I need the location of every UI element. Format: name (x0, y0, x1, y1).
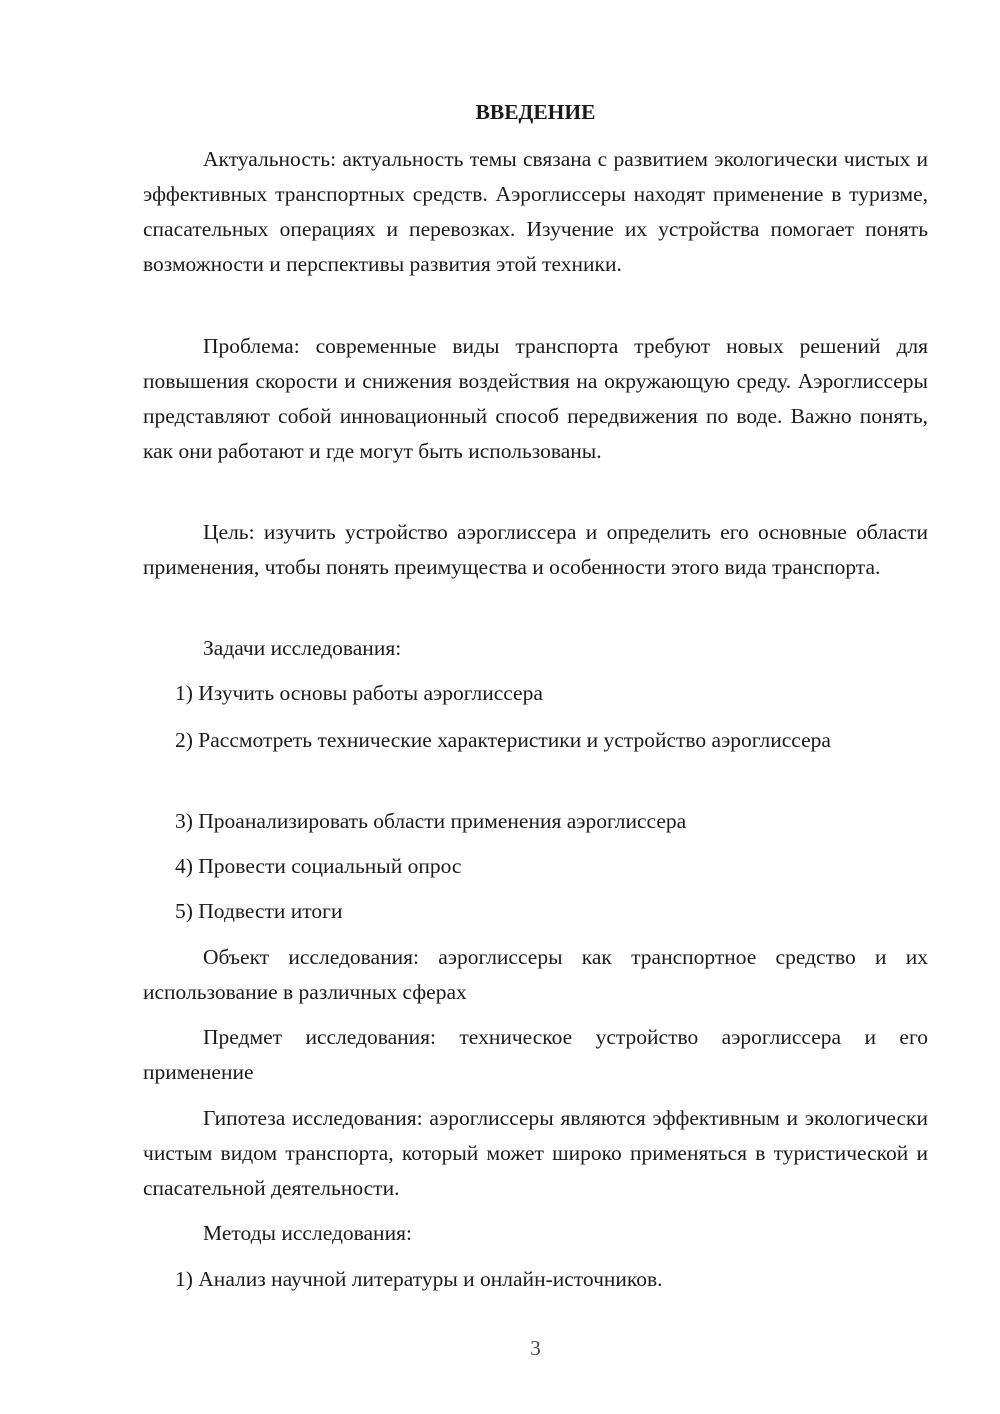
page-number: 3 (530, 1336, 541, 1360)
paragraph-subject: Предмет исследования: техническое устройство аэроглиссера и его применение (143, 1025, 928, 1084)
paragraph-goal: Цель: изучить устройство аэроглиссера и определить его основные области применения, чтобы понять преимущества и особенности этого вида транспорта. (143, 520, 928, 579)
paragraph-object: Объект исследования: аэроглиссеры как транспортное средство и их использование в различных сферах (143, 945, 928, 1004)
page-title: ВВЕДЕНИЕ (475, 100, 596, 124)
task-item-4: 4) Провести социальный опрос (175, 854, 462, 878)
task-item-5: 5) Подвести итоги (175, 899, 343, 923)
paragraph-relevance: Актуальность: актуальность темы связана с развитием экологически чистых и эффективных транспортных средств. Аэроглиссеры находят применение в туризме, спасательных операциях и перевозках. Изучение их устройства помогает понять возможности и перспективы развития этой техники. (143, 147, 928, 276)
paragraph-hypothesis: Гипотеза исследования: аэроглиссеры являются эффективным и экологически чистым видом транспорта, который может широко применяться в туристической и спасательной деятельности. (143, 1106, 928, 1200)
task-item-3: 3) Проанализировать области применения аэроглиссера (175, 809, 687, 833)
task-item-2: 2) Рассмотреть технические характеристики и устройство аэроглиссера (175, 728, 831, 752)
methods-heading: Методы исследования: (203, 1221, 412, 1245)
method-item-1: 1) Анализ научной литературы и онлайн-источников. (175, 1267, 663, 1291)
paragraph-problem: Проблема: современные виды транспорта требуют новых решений для повышения скорости и снижения воздействия на окружающую среду. Аэроглиссеры представляют собой инновационный способ передвижения по воде. Важно понять, как они работают и где могут быть использованы. (143, 334, 928, 463)
tasks-heading: Задачи исследования: (203, 636, 402, 660)
task-item-1: 1) Изучить основы работы аэроглиссера (175, 681, 543, 705)
